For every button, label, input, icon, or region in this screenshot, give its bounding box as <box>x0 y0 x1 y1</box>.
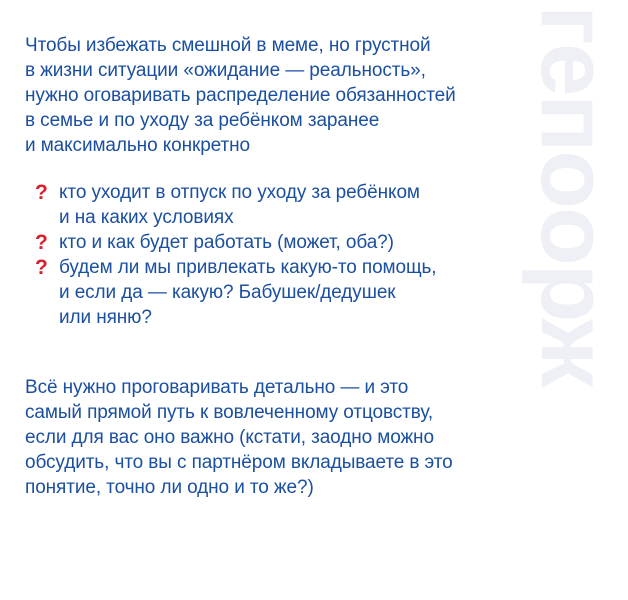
post-content <box>25 33 565 500</box>
question-item <box>25 180 565 230</box>
conclusion-line: если для вас оно важно (кстати, заодно можно <box>25 427 434 448</box>
question-item <box>25 255 565 330</box>
question-mark-icon: ? <box>35 256 48 279</box>
intro-line: в жизни ситуации «ожидание — реальность», <box>25 60 426 81</box>
question-line: и на каких условиях <box>59 207 234 228</box>
conclusion-line: самый прямой путь к вовлеченному отцовству, <box>25 402 434 423</box>
conclusion-line: обсудить, что вы с партнёром вкладываете в это <box>25 452 453 473</box>
question-mark-icon: ? <box>35 231 48 254</box>
conclusion-paragraph <box>25 375 565 500</box>
brand-watermark-text: гепоорж <box>521 5 628 386</box>
question-line: или няню? <box>59 307 152 328</box>
question-text <box>59 255 436 330</box>
question-line: кто уходит в отпуск по уходу за ребёнком <box>59 182 420 203</box>
intro-line: и максимально конкретно <box>25 135 250 156</box>
question-mark-icon: ? <box>35 181 48 204</box>
conclusion-line: понятие, точно ли одно и то же?) <box>25 477 314 498</box>
intro-line: в семье и по уходу за ребёнком заранее <box>25 110 380 131</box>
question-item <box>25 230 565 255</box>
intro-paragraph <box>25 33 565 158</box>
question-line: кто и как будет работать (может, оба?) <box>59 232 394 253</box>
question-text <box>59 230 394 255</box>
question-list <box>25 180 565 330</box>
conclusion-line: Всё нужно проговаривать детально — и это <box>25 377 409 398</box>
question-line: и если да — какую? Бабушек/дедушек <box>59 282 396 303</box>
question-line: будем ли мы привлекать какую-то помощь, <box>59 257 437 278</box>
intro-line: нужно оговаривать распределение обязанностей <box>25 85 456 106</box>
question-text <box>59 180 420 230</box>
intro-line: Чтобы избежать смешной в меме, но грустной <box>25 35 431 56</box>
